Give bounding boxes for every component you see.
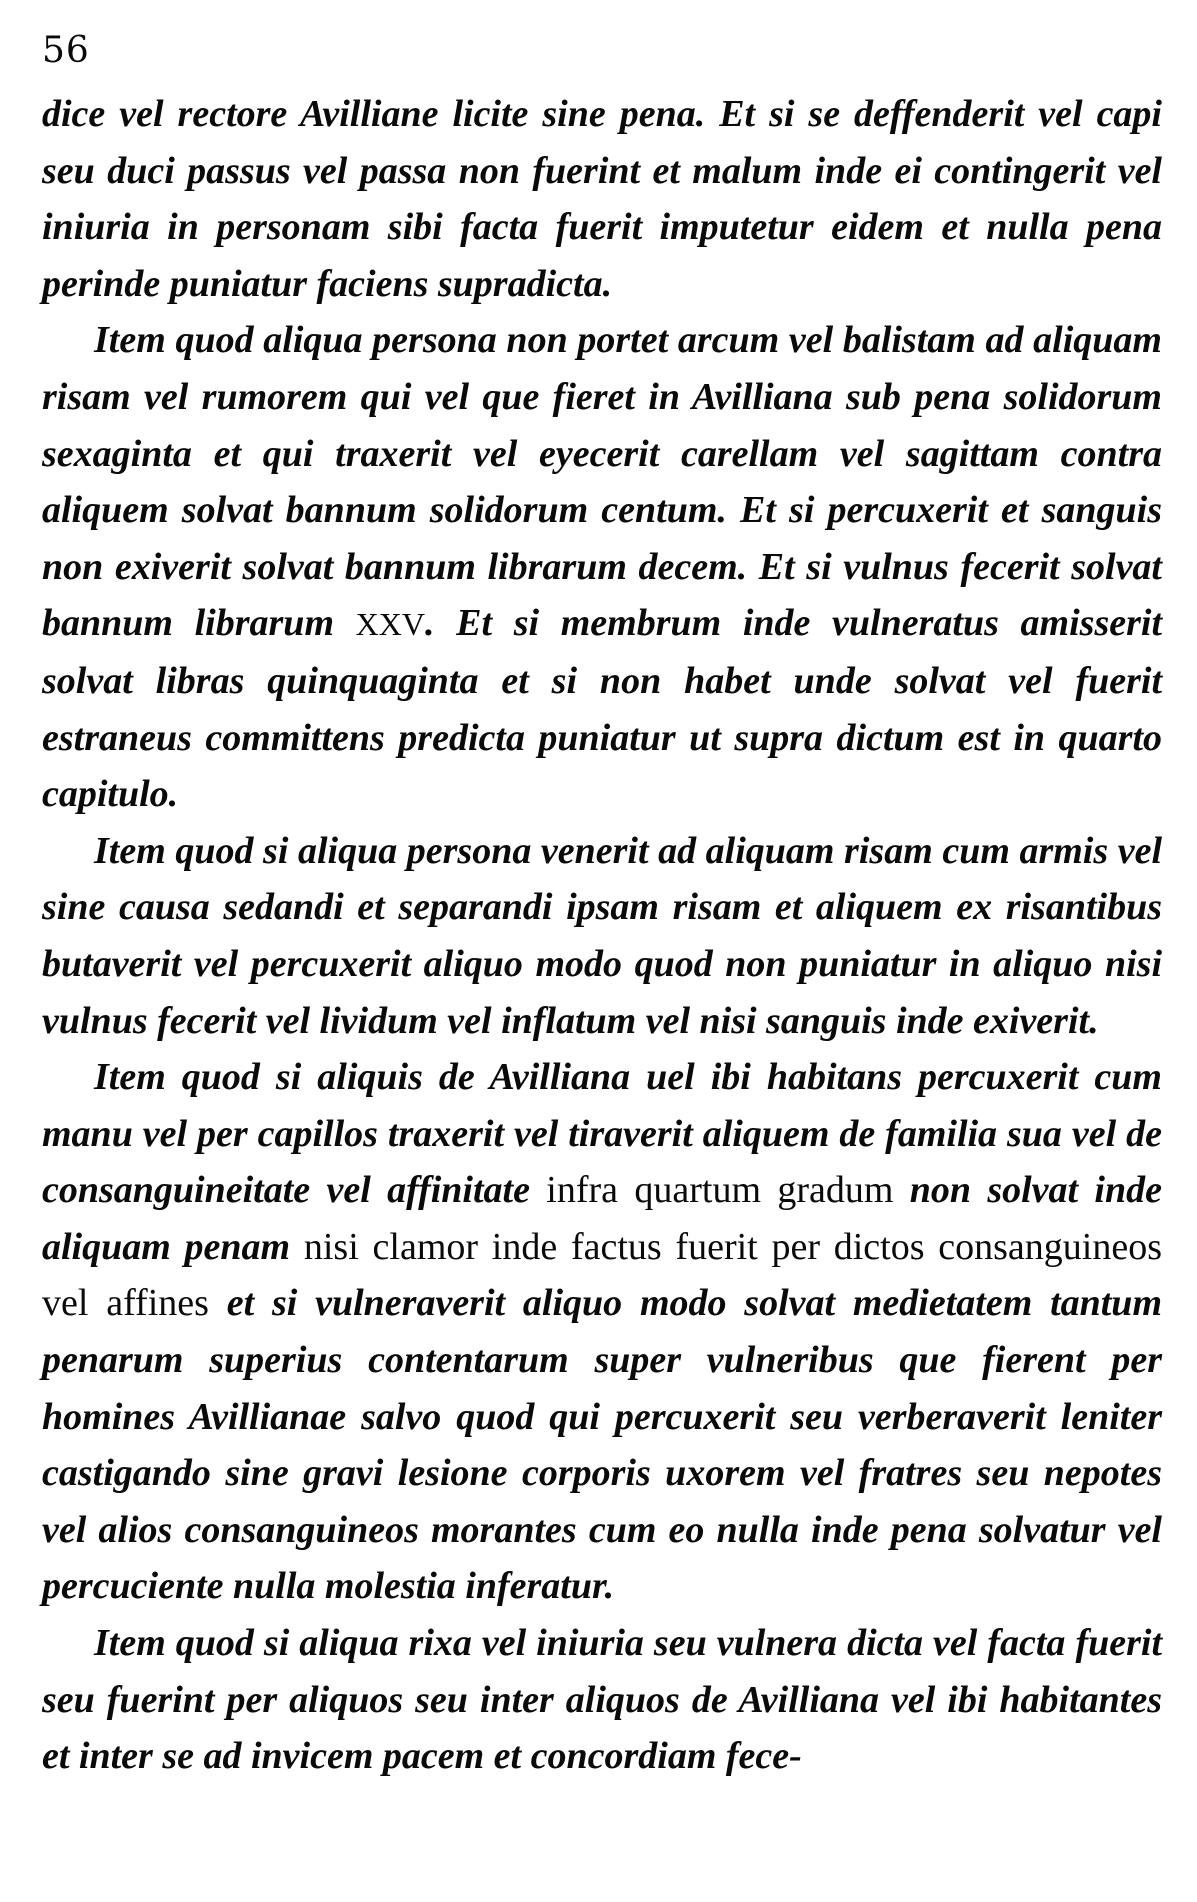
paragraph xyxy=(42,1049,1162,1615)
paragraph xyxy=(42,312,1162,822)
text-segment: . Et si membrum inde vulneratus amisserit solvat libras quinquaginta et si non habet unde solvat vel fuerit estraneus committens predicta puniatur ut supra dictum est in quarto capitulo. xyxy=(42,602,1163,816)
text-segment: et si vulneraverit aliquo modo solvat medietatem tantum penarum superius contentarum super vulneribus que fierent per homines Avillianae salvo quod qui percuxerit seu verberaverit leniter castigando sine gravi lesione corporis uxorem vel fratres seu nepotes vel alios consanguineos morantes cum eo nulla inde pena solvatur vel percuciente nulla molestia inferatur. xyxy=(42,1282,1163,1608)
roman-text-segment: infra quartum gradum xyxy=(546,1169,910,1212)
text-segment: Item quod aliqua persona non portet arcum vel balistam ad aliquam risam vel rumorem qui vel que fieret in Avilliana sub pena solidorum sexaginta et qui traxerit vel eyecerit carellam vel sagittam contra aliquem solvat bannum solidorum centum. Et si percuxerit et sanguis non exiverit solvat bannum librarum decem. Et si vulnus fecerit solvat bannum librarum xyxy=(42,319,1162,645)
text-segment: Item quod si aliquis de Avilliana uel ibi habitans percuxerit cum manu vel per capillos traxerit vel tiraverit aliquem de familia sua vel de consanguineitate vel affinitate xyxy=(42,1056,1162,1212)
roman-text-segment: nisi clamor inde factus fuerit per dictos consanguineos vel affines xyxy=(42,1225,1162,1325)
body-text xyxy=(42,86,1162,1785)
paragraph xyxy=(42,1615,1162,1785)
text-segment: Item quod si aliqua persona venerit ad aliquam risam cum armis vel sine causa sedandi et separandi ipsam risam et aliquem ex risantibus butaverit vel percuxerit aliquo modo quod non puniatur in aliquo nisi vulnus fecerit vel lividum vel inflatum vel nisi sanguis inde exiverit. xyxy=(42,829,1162,1042)
text-segment: non solvat inde aliquam penam xyxy=(42,1169,1162,1268)
text-segment: Item quod si aliqua rixa vel iniuria seu vulnera dicta vel facta fuerit seu fuerint per aliquos seu inter aliquos de Avilliana vel ibi habitantes et inter se ad invicem pacem et concordiam fece- xyxy=(42,1622,1162,1778)
page-number: 56 xyxy=(42,30,90,71)
paragraph xyxy=(42,823,1162,1049)
roman-numeral: XXV xyxy=(355,606,425,643)
paragraph xyxy=(42,86,1162,312)
text-segment: dice vel rectore Avilliane licite sine pena. Et si se deffenderit vel capi seu duci passus vel passa non fuerint et malum inde ei contingerit vel iniuria in personam sibi facta fuerit imputetur eidem et nulla pena perinde puniatur faciens supradicta. xyxy=(42,93,1162,305)
